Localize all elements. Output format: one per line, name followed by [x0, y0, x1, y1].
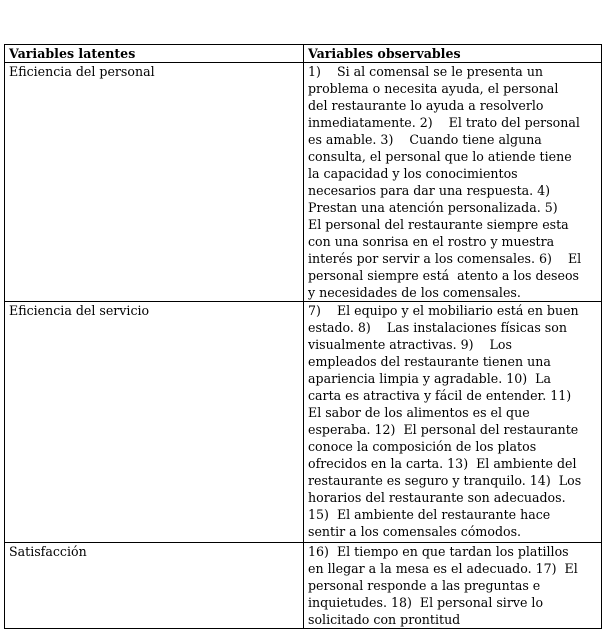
observable-text-line: visualmente atractivas. 9) Los — [308, 337, 512, 352]
latent-variable-cell: Eficiencia del servicio — [5, 302, 304, 543]
observable-text-line: ofrecidos en la carta. 13) El ambiente del — [308, 456, 577, 471]
observable-text-line: solicitado con prontitud — [308, 612, 461, 627]
observable-text-line: estado. 8) Las instalaciones físicas son — [308, 320, 567, 335]
table-row — [5, 543, 602, 629]
table-row — [5, 302, 602, 543]
observable-variables-cell — [304, 543, 602, 629]
observable-text-line: y necesidades de los comensales. — [308, 285, 521, 300]
latent-variable-cell: Satisfacción — [5, 543, 304, 629]
observable-text-line: 7) El equipo y el mobiliario está en buen — [308, 303, 579, 318]
observable-text-line: El sabor de los alimentos es el que — [308, 405, 530, 420]
observable-text-line: El personal del restaurante siempre esta — [308, 217, 569, 232]
latent-variable-cell: Eficiencia del personal — [5, 63, 304, 302]
observable-text-line: personal responde a las preguntas e — [308, 578, 541, 593]
observable-text-line: inquietudes. 18) El personal sirve lo — [308, 595, 544, 610]
observable-text-line: la capacidad y los conocimientos — [308, 166, 518, 181]
observable-text-line: horarios del restaurante son adecuados. — [308, 490, 566, 505]
observable-text-line: esperaba. 12) El personal del restaurante — [308, 422, 579, 437]
observable-text-line: con una sonrisa en el rostro y muestra — [308, 234, 555, 249]
observable-text-line: inmediatamente. 2) El trato del personal — [308, 115, 580, 130]
header-observable: Variables observables — [304, 45, 602, 63]
observable-text-line: conoce la composición de los platos — [308, 439, 537, 454]
observable-text-line: consulta, el personal que lo atiende tiene — [308, 149, 572, 164]
observable-text-line: 1) Si al comensal se le presenta un — [308, 64, 544, 79]
observable-text-line: carta es atractiva y fácil de entender. 11) — [308, 388, 572, 403]
table-header-row — [5, 45, 602, 63]
observable-text-line: apariencia limpia y agradable. 10) La — [308, 371, 552, 386]
observable-text-line: restaurante es seguro y tranquilo. 14) Los — [308, 473, 582, 488]
observable-text-line: necesarios para dar una respuesta. 4) — [308, 183, 551, 198]
observable-variables-cell — [304, 302, 602, 543]
observable-text-line: 15) El ambiente del restaurante hace — [308, 507, 551, 522]
table-row — [5, 63, 602, 302]
observable-text-line: empleados del restaurante tienen una — [308, 354, 551, 369]
observable-text-line: es amable. 3) Cuando tiene alguna — [308, 132, 542, 147]
observable-text-line: problema o necesita ayuda, el personal — [308, 81, 559, 96]
observable-text-line: 16) El tiempo en que tardan los platillos — [308, 544, 569, 559]
observable-text-line: personal siempre está atento a los deseos — [308, 268, 579, 283]
observable-text-line: Prestan una atención personalizada. 5) — [308, 200, 558, 215]
header-latent: Variables latentes — [5, 45, 304, 63]
observable-variables-cell — [304, 63, 602, 302]
observable-text-line: sentir a los comensales cómodos. — [308, 524, 522, 539]
observable-text-line: en llegar a la mesa es el adecuado. 17) El — [308, 561, 578, 576]
variables-table — [4, 44, 602, 629]
observable-text-line: del restaurante lo ayuda a resolverlo — [308, 98, 544, 113]
observable-text-line: interés por servir a los comensales. 6) El — [308, 251, 582, 266]
